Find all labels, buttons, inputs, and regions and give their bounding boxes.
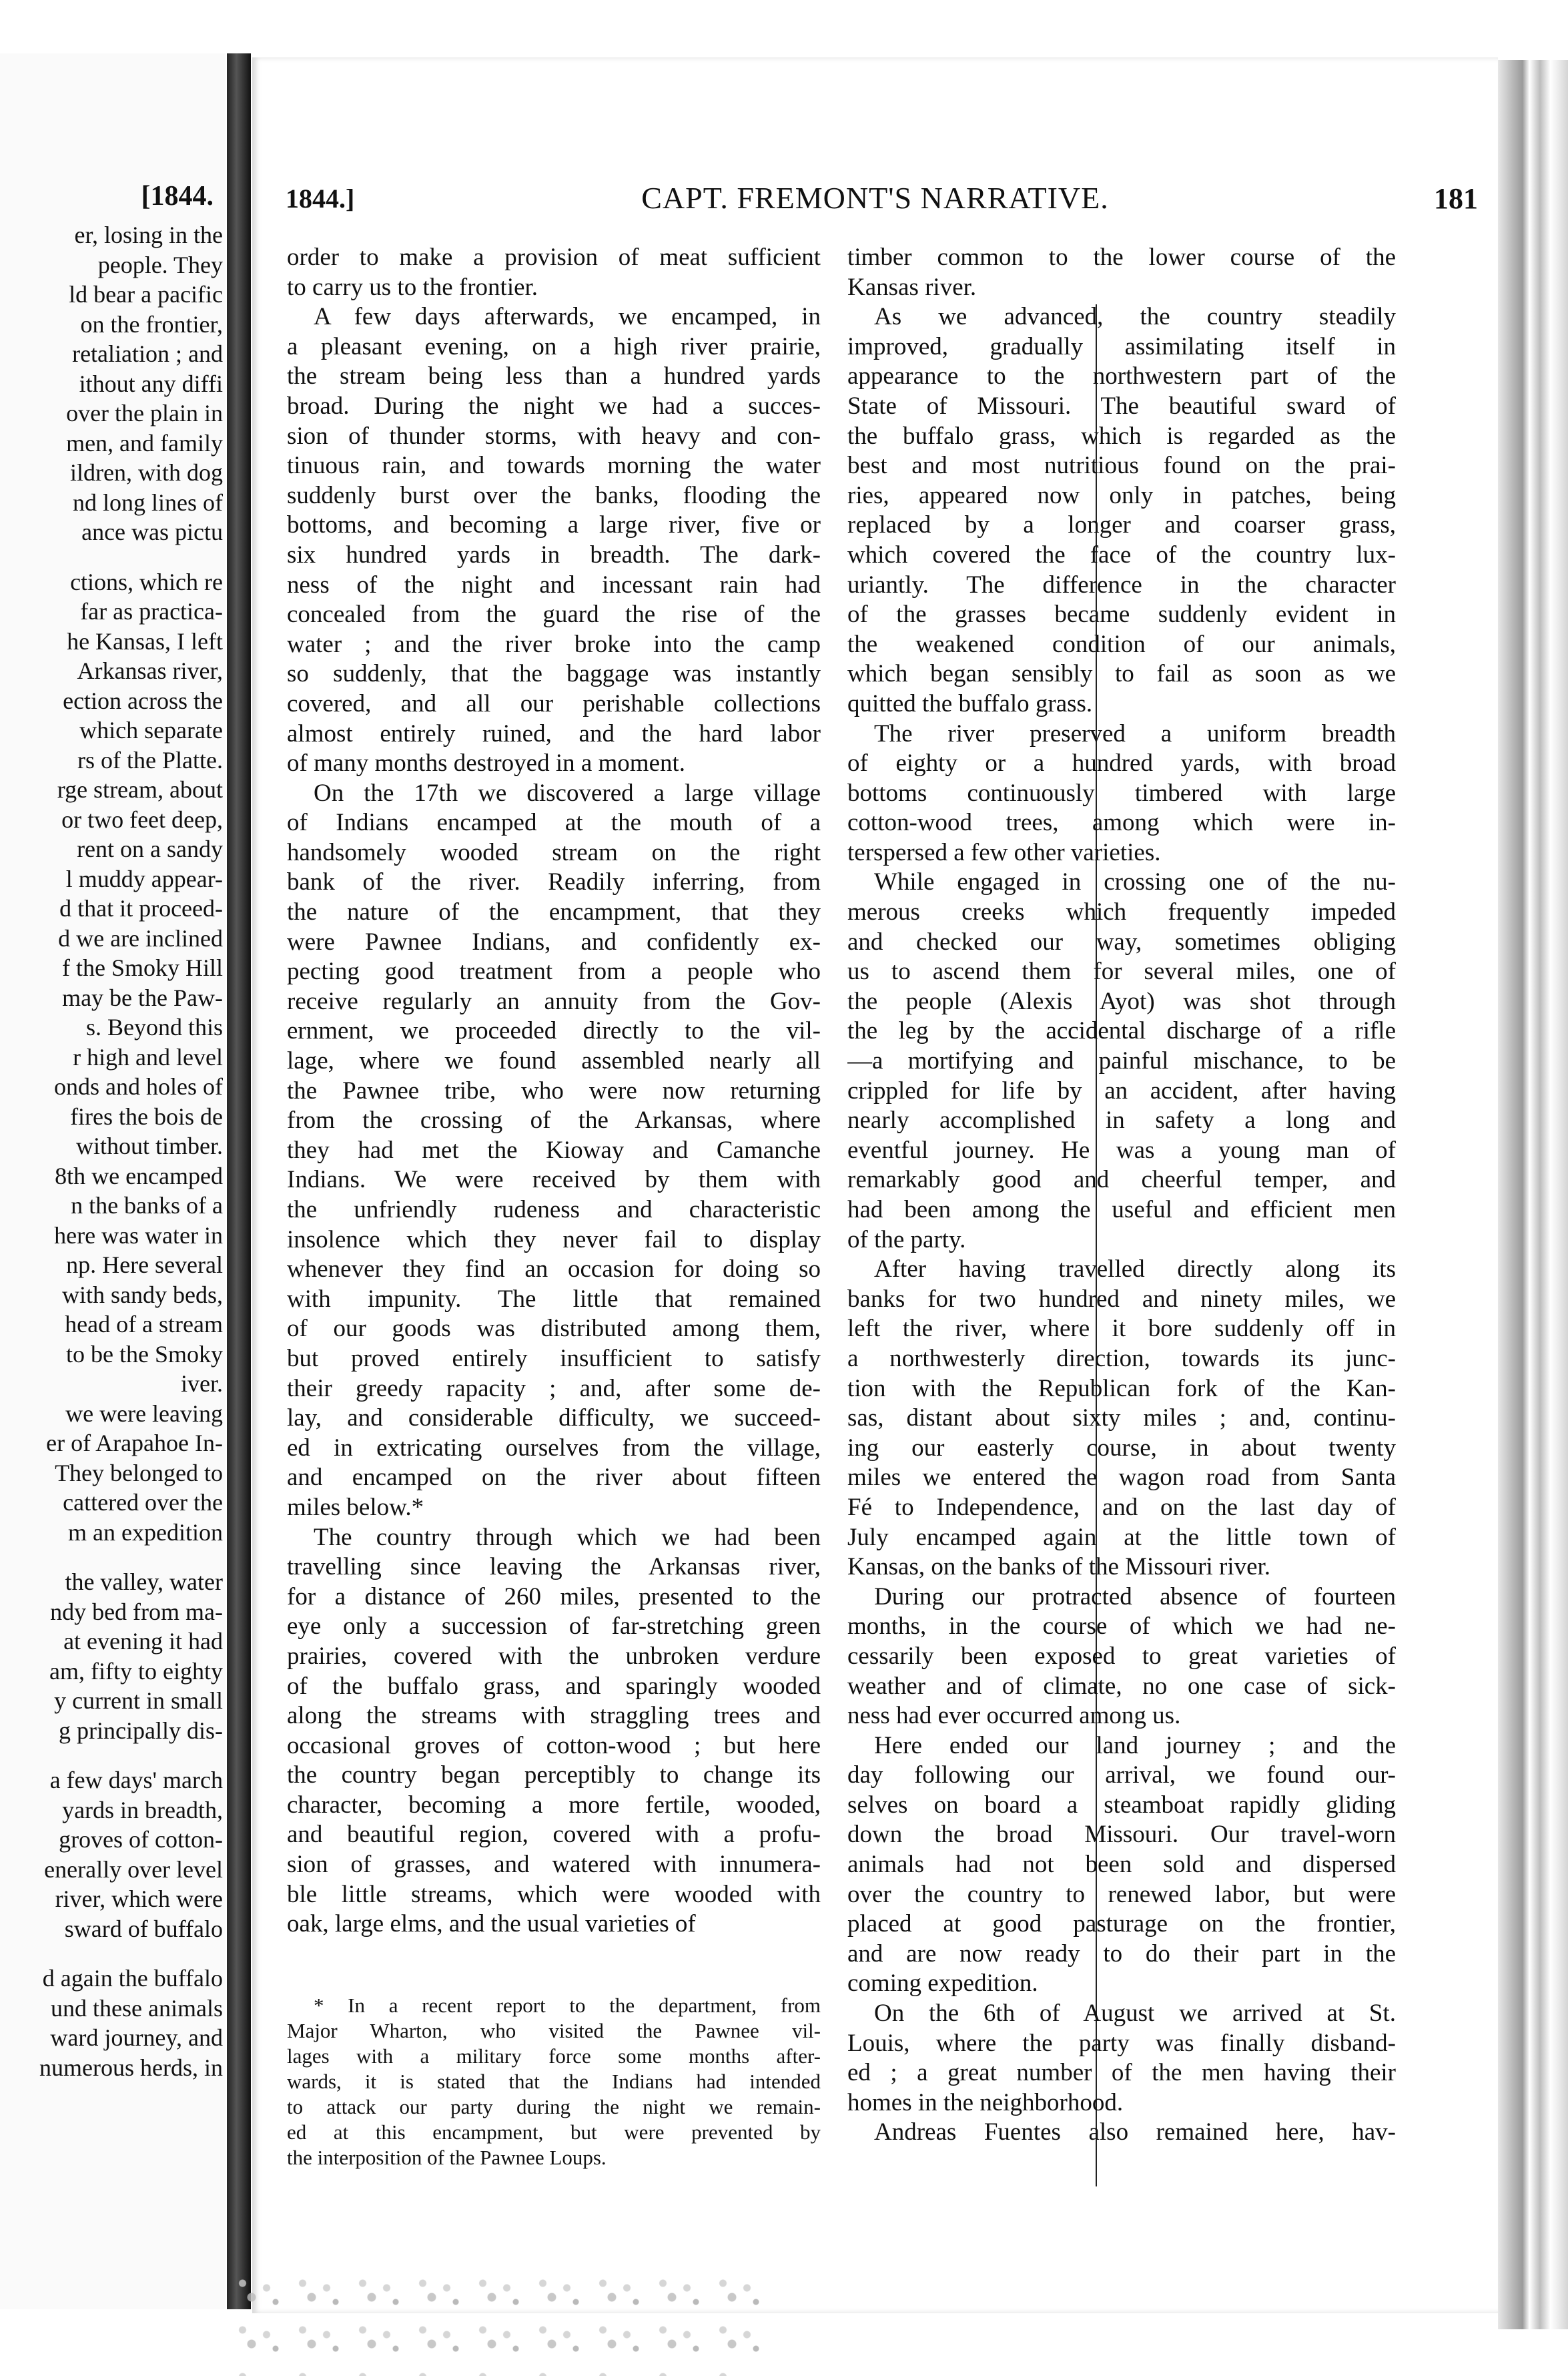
left-page-line: or two feet deep, [61,806,223,833]
left-column-line: receive regularly an annuity from the Gov- [287,987,821,1015]
left-column-line: but proved entirely insufficient to satisfy [287,1344,821,1372]
right-column-line: ing our easterly course, in about twenty [847,1434,1396,1462]
right-column-line: replaced by a longer and coarser grass, [847,511,1396,539]
left-page-line: ld bear a pacific [69,281,223,308]
left-page-line [0,1745,223,1765]
right-column-line: Andreas Fuentes also remained here, hav- [874,2118,1396,2146]
left-page-line: with sandy beds, [62,1281,223,1308]
running-header [252,178,1498,218]
right-column-line: terspersed a few other varieties. [847,838,1161,866]
right-column-line: best and most nutritious found on the prai- [847,452,1396,480]
right-column-line: ness had ever occurred among us. [847,1702,1181,1730]
left-page-line: ctions, which re [70,568,223,595]
left-page-line: yards in breadth, [62,1796,223,1823]
left-column-line: they had met the Kioway and Camanche [287,1136,821,1164]
right-column-line: down the broad Missouri. Our travel-worn [847,1821,1396,1849]
left-page-line: g principally dis- [59,1717,223,1744]
left-page-header: [1844. [141,181,214,212]
left-page-line: without timber. [76,1133,223,1159]
left-column-line: covered, and all our perishable collections [287,689,821,717]
left-page-line: ance was pictu [81,519,223,545]
footnote-line: lages with a military force some months after- [287,2044,821,2068]
right-column [847,243,1396,2148]
left-column-line: for a distance of 260 miles, presented to the [287,1582,821,1610]
right-column-line: As we advanced, the country steadily [874,303,1396,331]
right-column-line: sas, distant about sixty miles ; and, continu- [847,1404,1396,1432]
left-page-line: n the banks of a [71,1192,223,1219]
left-column-line: oak, large elms, and the usual varieties of [287,1910,696,1938]
left-page-line: numerous herds, in [39,2054,223,2081]
left-page-line [0,1944,223,1964]
left-column-line: were Pawnee Indians, and confidently ex- [287,928,821,956]
right-column-line: Here ended our land journey ; and the [874,1731,1396,1759]
left-column-line: The country through which we had been [314,1523,821,1551]
left-page-line: Arkansas river, [77,657,223,684]
left-column-line: and beautiful region, covered with a profu- [287,1821,821,1849]
left-column-line: bank of the river. Readily inferring, from [287,868,821,896]
left-column-line: six hundred yards in breadth. The dark- [287,541,821,569]
left-column-line: insolence which they never fail to display [287,1225,821,1253]
right-column-line: placed at good pasturage on the frontier, [847,1910,1396,1938]
right-column-line: day following our arrival, we found our- [847,1761,1396,1789]
right-column-line: cessarily been exposed to great varieties of [847,1642,1396,1670]
right-column-line: —a mortifying and painful mischance, to be [847,1047,1396,1075]
right-column-line: appearance to the northwestern part of the [847,362,1396,390]
left-column-line: and encamped on the river about fifteen [287,1464,821,1492]
footnote-line: Major Wharton, who visited the Pawnee vil- [287,2019,821,2042]
right-column-line: eventful journey. He was a young man of [847,1136,1396,1164]
left-column-line: sion of thunder storms, with heavy and con- [287,422,821,450]
left-column-line: prairies, covered with the unbroken verdure [287,1642,821,1670]
left-column-line: tinuous rain, and towards morning the water [287,452,821,480]
left-page-line: m an expedition [68,1518,223,1546]
right-column-line: selves on board a steamboat rapidly gliding [847,1791,1396,1819]
left-page-line: on the frontier, [80,310,223,338]
left-column-line: ed in extricating ourselves from the village, [287,1434,821,1462]
left-page-line: which separate [79,717,223,744]
right-column-line: months, in the course of which we had ne- [847,1612,1396,1641]
left-column-line: their greedy rapacity ; and, after some de- [287,1374,821,1402]
left-page-line: here was water in [54,1221,223,1249]
left-page-line: groves of cotton- [59,1826,223,1853]
right-column-line: left the river, where it bore suddenly off in [847,1315,1396,1343]
right-column-line: animals had not been sold and dispersed [847,1851,1396,1879]
left-column-line: the nature of the encampment, that they [287,898,821,926]
left-column [287,243,821,1940]
left-column-line: broad. During the night we had a succes- [287,392,821,420]
left-page-line: a few days' march [49,1767,223,1793]
left-column-line: lay, and considerable difficulty, we succeed- [287,1404,821,1432]
left-page-line [0,547,223,567]
right-column-line: us to ascend them for several miles, one of [847,958,1396,986]
right-column-line: bottoms continuously timbered with large [847,779,1396,807]
left-page-line: nd long lines of [73,489,223,516]
left-column-line: ble little streams, which were wooded with [287,1880,821,1908]
right-column-line: homes in the neighborhood. [847,2088,1124,2116]
right-column-line: Fé to Independence, and on the last day of [847,1493,1396,1521]
right-column-line: cotton-wood trees, among which were in- [847,809,1396,837]
left-column-line: miles below.* [287,1493,424,1521]
left-column-line: occasional groves of cotton-wood ; but here [287,1731,821,1759]
left-page-line: to be the Smoky [66,1340,223,1368]
footnote-line: the interposition of the Pawnee Loups. [287,2146,607,2169]
left-page-line: d that it proceed- [59,895,223,922]
left-column-line: of our goods was distributed among them, [287,1315,821,1343]
left-page-line: sward of buffalo [64,1915,223,1942]
right-column-line: Kansas river. [847,273,977,301]
left-page-line: y current in small [54,1687,223,1714]
left-page-line: er, losing in the [74,222,223,248]
left-column-line: of many months destroyed in a moment. [287,750,686,778]
left-page-line: ward journey, and [50,2024,223,2051]
left-page-line: we were leaving [65,1400,223,1427]
right-column-line: July encamped again at the little town of [847,1523,1396,1551]
left-page-line: und these animals [51,1994,223,2022]
right-column-line: crippled for life by an accident, after having [847,1077,1396,1105]
left-column-line: ness of the night and incessant rain had [287,571,821,599]
right-column-line: uriantly. The difference in the character [847,571,1396,599]
right-column-line: and checked our way, sometimes obliging [847,928,1396,956]
left-page-line: at evening it had [63,1628,223,1655]
left-column-line: sion of grasses, and watered with innumera- [287,1851,821,1879]
left-page-line: enerally over level [44,1855,223,1883]
left-column-line: A few days afterwards, we encamped, in [314,303,821,331]
left-page-line: over the plain in [66,400,223,426]
right-column-line: of the grasses became suddenly evident in [847,601,1396,629]
right-column-line: quitted the buffalo grass. [847,689,1093,717]
left-column-line: eye only a succession of far-stretching green [287,1612,821,1641]
left-column-line: suddenly burst over the banks, flooding the [287,481,821,509]
left-facing-page [0,53,226,2309]
left-column-line: water ; and the river broke into the camp [287,630,821,658]
left-page-text [0,220,223,2082]
right-column-line: During our protracted absence of fourteen [874,1582,1396,1610]
scan-noise [234,2269,767,2376]
left-page-line: the valley, water [65,1568,223,1595]
right-column-line: and are now ready to do their part in the [847,1940,1396,1968]
right-column-line: improved, gradually assimilating itself in [847,332,1396,360]
right-column-line: banks for two hundred and ninety miles, we [847,1285,1396,1313]
left-column-line: ernment, we proceeded directly to the vil- [287,1017,821,1045]
right-column-line: a northwesterly direction, towards its junc- [847,1344,1396,1372]
left-page-line: rent on a sandy [77,836,223,862]
right-column-line: of eighty or a hundred yards, with broad [847,750,1396,778]
right-column-line: had been among the useful and efficient men [847,1196,1396,1223]
footnote-line: ed at this encampment, but were prevented by [287,2120,821,2144]
right-column-line: over the country to renewed labor, but were [847,1880,1396,1908]
left-page-line: r high and level [73,1043,223,1071]
left-column-line: so suddenly, that the baggage was instantly [287,660,821,688]
left-column-line: a pleasant evening, on a high river prairie, [287,332,821,360]
left-column-line: travelling since leaving the Arkansas river, [287,1553,821,1581]
left-page-line: er of Arapahoe In- [46,1430,223,1456]
left-page-line: 8th we encamped [55,1162,223,1189]
right-column-line: merous creeks which frequently impeded [847,898,1396,926]
left-page-line: retaliation ; and [72,340,223,367]
footnote-line: to attack our party during the night we remain- [287,2095,821,2118]
left-page-line: ection across the [63,687,223,714]
right-column-line: ries, appeared now only in patches, being [847,481,1396,509]
right-column-line: coming expedition. [847,1970,1038,1998]
right-column-line: Louis, where the party was finally disband- [847,2029,1396,2057]
right-column-line: While engaged in crossing one of the nu- [874,868,1396,896]
left-column-line: On the 17th we discovered a large village [314,779,821,807]
footnote [287,1993,821,2170]
page-number: 181 [1434,182,1478,215]
left-page-line: f the Smoky Hill [62,954,223,981]
left-page-line: he Kansas, I left [67,627,223,655]
right-column-line: the leg by the accidental discharge of a rifle [847,1017,1396,1045]
left-column-line: of the buffalo grass, and sparingly wooded [287,1672,821,1700]
left-page-line: cattered over the [63,1489,223,1516]
right-column-line: miles we entered the wagon road from Santa [847,1464,1396,1492]
left-page-line: onds and holes of [54,1073,223,1100]
left-page-line: np. Here several [66,1251,223,1278]
right-column-line: which began sensibly to fail as soon as we [847,660,1396,688]
left-column-line: from the crossing of the Arkansas, where [287,1107,821,1135]
left-column-line: with impunity. The little that remained [287,1285,821,1313]
right-column-line: Kansas, on the banks of the Missouri river. [847,1553,1271,1581]
left-column-line: the Pawnee tribe, who were now returning [287,1077,821,1105]
left-page-line: d we are inclined [58,924,223,952]
right-column-line: On the 6th of August we arrived at St. [874,2000,1396,2028]
left-page-line: iver. [181,1370,223,1397]
left-page-line: river, which were [55,1885,223,1912]
page-edge [1498,60,1568,2329]
left-page-line: ndy bed from ma- [50,1598,223,1625]
left-column-line: the country began perceptibly to change its [287,1761,821,1789]
left-page-line: ithout any diffi [79,370,223,397]
left-page-line: far as practica- [80,598,223,625]
left-page-line: rs of the Platte. [77,746,223,774]
left-column-line: pecting good treatment from a people who [287,958,821,986]
left-page-line: people. They [97,251,223,278]
left-column-line: the stream being less than a hundred yards [287,362,821,390]
right-column-line: nearly accomplished in safety a long and [847,1107,1396,1135]
right-column-line: the weakened condition of our animals, [847,630,1396,658]
left-page-line: l muddy appear- [65,865,223,892]
left-column-line: lage, where we found assembled nearly all [287,1047,821,1075]
left-column-line: of Indians encamped at the mouth of a [287,809,821,837]
left-page-line: s. Beyond this [85,1014,223,1041]
header-title: CAPT. FREMONT'S NARRATIVE. [641,181,1109,215]
right-column-line: the people (Alexis Ayot) was shot through [847,987,1396,1015]
right-column-line: of the party. [847,1225,966,1253]
header-year: 1844.] [286,184,355,214]
right-column-line: ed ; a great number of the men having their [847,2059,1396,2087]
right-column-line: timber common to the lower course of the [847,244,1396,271]
right-column-line: The river preserved a uniform breadth [874,719,1396,748]
left-column-line: concealed from the guard the rise of the [287,601,821,629]
right-column-line: weather and of climate, no one case of sick- [847,1672,1396,1700]
left-column-line: along the streams with straggling trees and [287,1702,821,1730]
left-column-line: character, becoming a more fertile, wooded, [287,1791,821,1819]
left-page-line: am, fifty to eighty [49,1657,223,1685]
left-page-line: They belonged to [55,1459,223,1486]
left-page-line: fires the bois de [70,1103,223,1130]
book-gutter [227,53,251,2309]
footnote-line: wards, it is stated that the Indians had intended [287,2070,821,2093]
left-page-line: may be the Paw- [62,984,223,1011]
right-column-line: remarkably good and cheerful temper, and [847,1166,1396,1194]
left-page-line: ildren, with dog [70,459,223,486]
left-column-line: whenever they find an occasion for doing so [287,1255,821,1283]
left-page-line: head of a stream [65,1311,223,1338]
left-column-line: the unfriendly rudeness and characteristic [287,1196,821,1223]
right-column-line: tion with the Republican fork of the Kan- [847,1374,1396,1402]
left-column-line: Indians. We were received by them with [287,1166,821,1194]
right-column-line: which covered the face of the country lux- [847,541,1396,569]
left-column-line: bottoms, and becoming a large river, five or [287,511,821,539]
left-page-line [0,1547,223,1567]
left-column-line: order to make a provision of meat sufficient [287,244,821,271]
right-column-line: After having travelled directly along its [874,1255,1396,1283]
main-page [252,57,1498,2313]
right-column-line: State of Missouri. The beautiful sward of [847,392,1396,420]
footnote-line: * In a recent report to the department, from [314,1994,821,2017]
left-column-line: handsomely wooded stream on the right [287,838,821,866]
left-page-line: d again the buffalo [42,1965,223,1992]
left-column-line: almost entirely ruined, and the hard labor [287,719,821,748]
left-column-line: to carry us to the frontier. [287,273,538,301]
right-column-line: the buffalo grass, which is regarded as the [847,422,1396,450]
left-page-line: rge stream, about [57,776,223,803]
left-page-line: men, and family [66,429,223,457]
